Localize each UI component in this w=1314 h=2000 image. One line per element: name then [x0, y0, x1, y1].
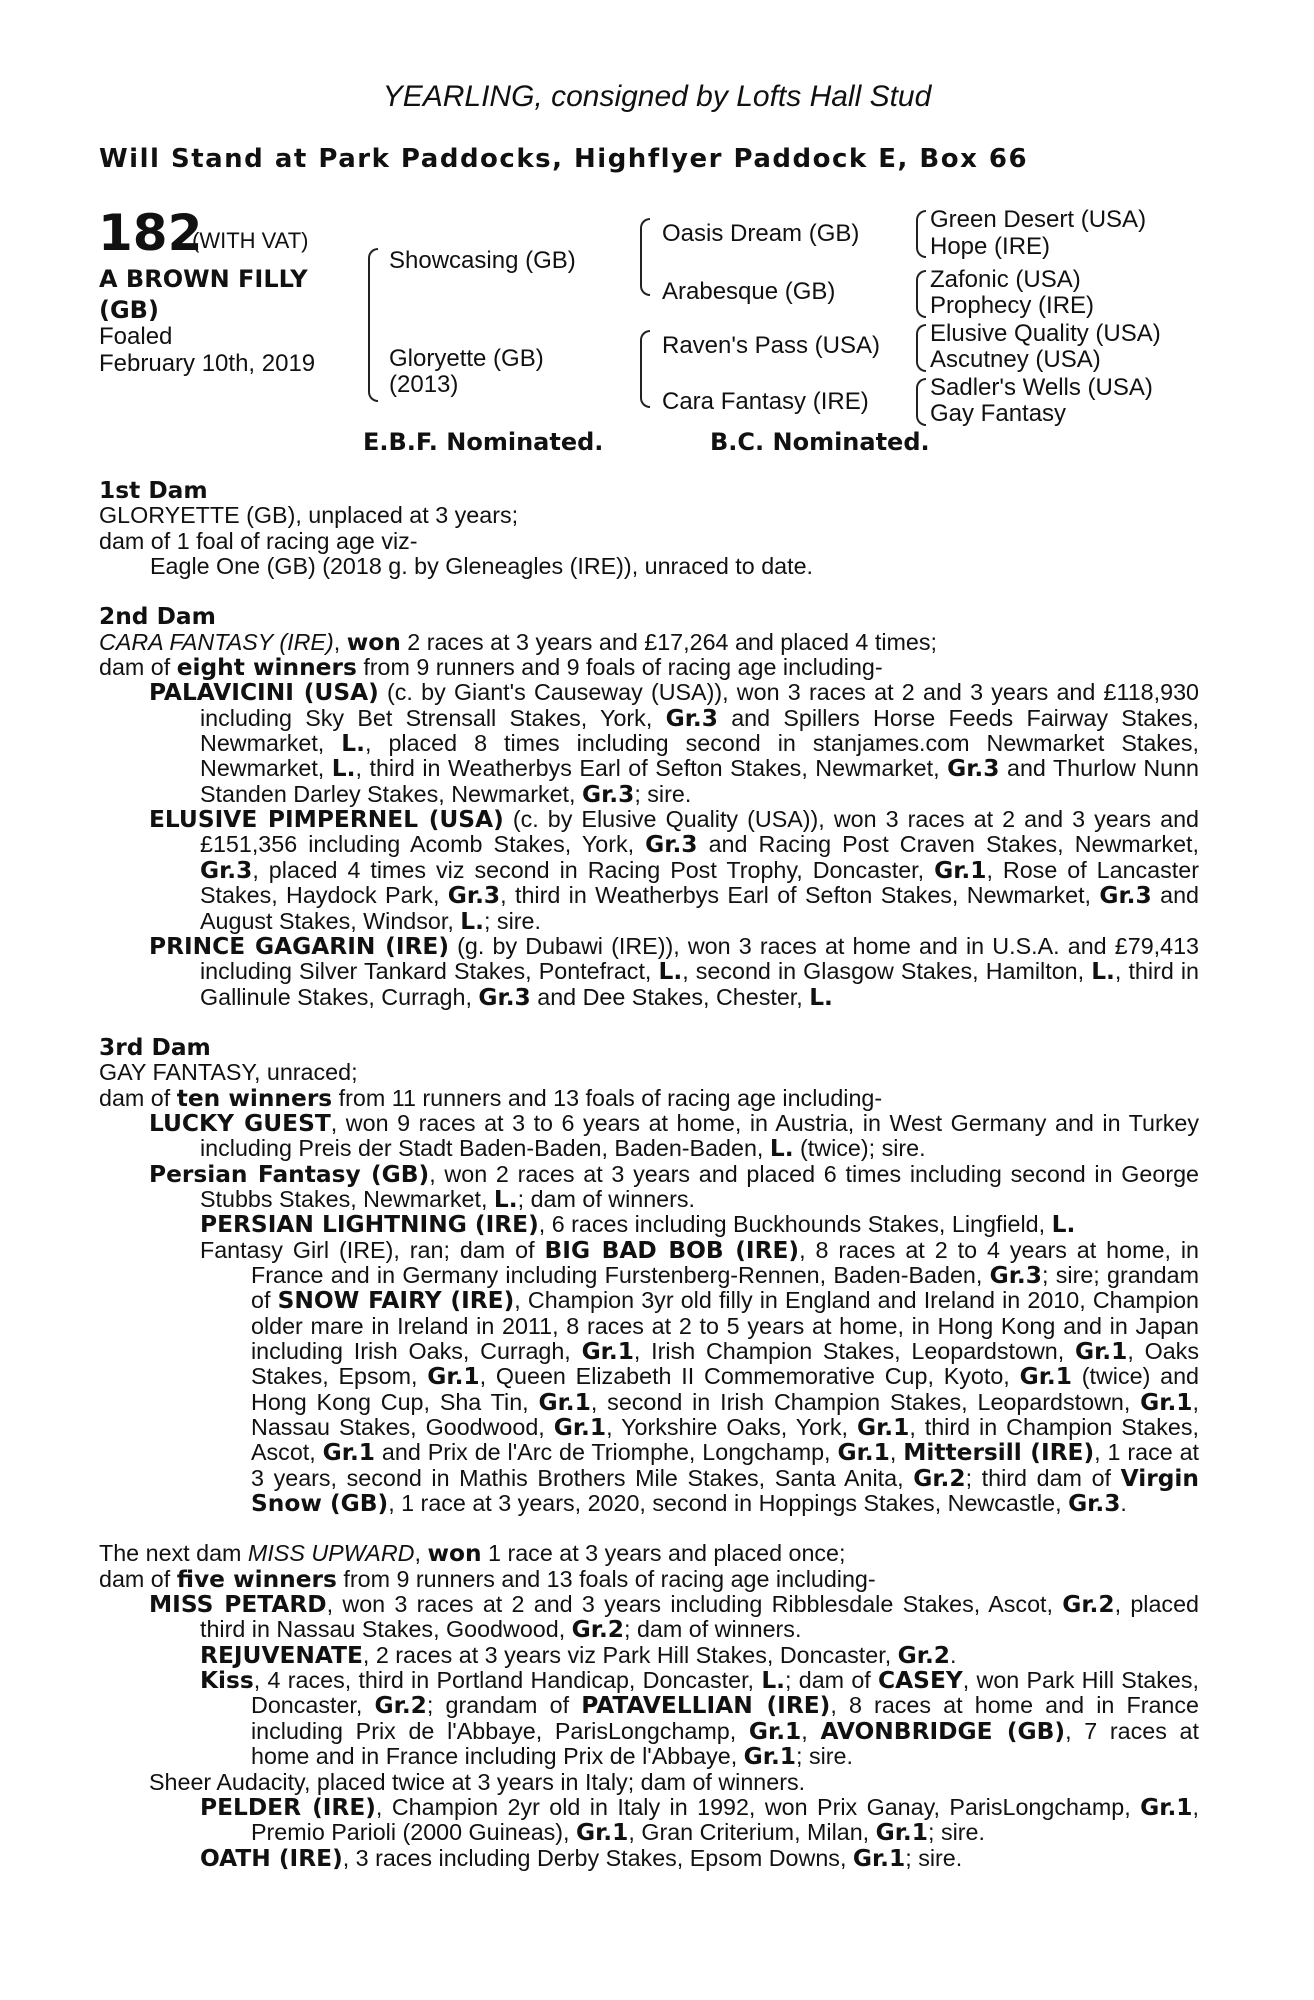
brace-sire-parents: [640, 218, 650, 296]
sd-sire: Zafonic (USA): [930, 266, 1081, 293]
sire: Showcasing (GB): [389, 247, 576, 274]
dam-year: (2013): [389, 371, 459, 398]
bc-nomination: B.C. Nominated.: [710, 428, 930, 456]
third-dam-produce: dam of ten winners from 11 runners and 13 foals of racing age including-: [99, 1084, 883, 1112]
progeny-sheer-audacity: Sheer Audacity, placed twice at 3 years in Italy; dam of winners.: [149, 1768, 806, 1795]
progeny-persian-lightning: PERSIAN LIGHTNING (IRE), 6 races including Buckhounds Stakes, Lingfield, L.: [200, 1211, 1076, 1239]
brace-gen3-d: [916, 378, 926, 426]
dd-dam: Gay Fantasy: [930, 400, 1067, 427]
progeny-palavicini: PALAVICINI (USA) (c. by Giant's Causeway (USA)), won 3 races at 2 and 3 years and £118,930 including Sky Bet Strensall Stakes, York, Gr.3 and Spillers Horse Feeds Fairway Stakes, Newmarket, L., placed 8 times including second in stanjames.com Newmarket Stakes, Newmarket, L., third in Weatherbys Earl of Sefton Stakes, Newmarket, Gr.3 and Thurlow Nunn Standen Darley Stakes, Newmarket, Gr.3; sire.: [149, 679, 1200, 808]
sire-sire: Oasis Dream (GB): [662, 220, 860, 247]
progeny-pelder: PELDER (IRE), Champion 2yr old in Italy in 1992, won Prix Ganay, ParisLongchamp, Gr.1, Premio Parioli (2000 Guineas), Gr.1, Gran Criterium, Milan, Gr.1; sire.: [200, 1793, 1199, 1847]
progeny-prince-gagarin: PRINCE GAGARIN (IRE) (g. by Dubawi (IRE)), won 3 races at home and in U.S.A. and £79,413 including Silver Tankard Stakes, Pontefract, L., second in Glasgow Stakes, Hamilton, L., third in Gallinule Stakes, Curragh, Gr.3 and Dee Stakes, Chester, L.: [149, 932, 1199, 1011]
progeny-kiss: Kiss, 4 races, third in Portland Handicap, Doncaster, L.; dam of CASEY, won Park Hill Stakes, Doncaster, Gr.2; grandam of PATAVELLIAN (IRE), 8 races at home and in France including Prix de l'Abbaye, ParisLongchamp, Gr.1, AVONBRIDGE (GB), 7 races at home and in France including Prix de l'Abbaye, Gr.1; sire.: [200, 1667, 1199, 1771]
first-dam-produce: dam of 1 foal of racing age viz-: [99, 527, 418, 554]
brace-dam-parents: [640, 330, 650, 408]
sd-dam: Prophecy (IRE): [930, 292, 1095, 319]
catalogue-body: [99, 478, 1199, 1871]
dam: Gloryette (GB): [389, 345, 544, 372]
progeny-oath: OATH (IRE), 3 races including Derby Stakes, Epsom Downs, Gr.1; sire.: [200, 1844, 963, 1872]
lot-number: 182: [98, 204, 203, 262]
foaled-info: [99, 323, 359, 377]
brace-gen3-c: [916, 324, 926, 372]
progeny-miss-petard: MISS PETARD, won 3 races at 2 and 3 years including Ribblesdale Stakes, Ascot, Gr.2, placed third in Nassau Stakes, Goodwood, Gr.2; dam of winners.: [149, 1591, 1199, 1644]
third-dam-line: GAY FANTASY, unraced;: [99, 1059, 358, 1086]
foal-entry: Eagle One (GB) (2018 g. by Gleneagles (IRE)), unraced to date.: [150, 553, 814, 580]
progeny-fantasy-girl: Fantasy Girl (IRE), ran; dam of BIG BAD BOB (IRE), 8 races at 2 to 4 years at home, in France and in Germany including Furstenberg-Rennen, Baden-Baden, Gr.3; sire; grandam of SNOW FAIRY (IRE), Champion 3yr old filly in England and Ireland in 2010, Champion older mare in Ireland in 2011, 8 races at 2 to 5 years at home, in Hong Kong and in Japan including Irish Oaks, Curragh, Gr.1, Irish Champion Stakes, Leopardstown, Gr.1, Oaks Stakes, Epsom, Gr.1, Queen Elizabeth II Commemorative Cup, Kyoto, Gr.1 (twice) and Hong Kong Cup, Sha Tin, Gr.1, second in Irish Champion Stakes, Leopardstown, Gr.1, Nassau Stakes, Goodwood, Gr.1, Yorkshire Oaks, York, Gr.1, third in Champion Stakes, Ascot, Gr.1 and Prix de l'Arc de Triomphe, Longchamp, Gr.1, Mittersill (IRE), 1 race at 3 years, second in Mathis Brothers Mile Stakes, Santa Anita, Gr.2; third dam of Virgin Snow (GB), 1 race at 3 years, 2020, second in Hoppings Stakes, Newcastle, Gr.3.: [200, 1236, 1200, 1518]
progeny-rejuvenate: REJUVENATE, 2 races at 3 years viz Park Hill Stakes, Doncaster, Gr.2.: [200, 1641, 957, 1669]
progeny-persian-fantasy: Persian Fantasy (GB), won 2 races at 3 years and placed 6 times including second in George Stubbs Stakes, Newmarket, L.; dam of winners.: [149, 1160, 1199, 1213]
dam-dam: Cara Fantasy (IRE): [662, 388, 869, 415]
dam-sire: Raven's Pass (USA): [662, 332, 880, 359]
ebf-nomination: E.B.F. Nominated.: [363, 428, 604, 456]
foaled-label: Foaled: [99, 323, 173, 350]
second-dam-heading: 2nd Dam: [99, 603, 216, 631]
third-dam-heading: 3rd Dam: [99, 1033, 211, 1061]
ds-dam: Ascutney (USA): [930, 346, 1101, 373]
sire-dam: Arabesque (GB): [662, 278, 836, 305]
brace-gen3-b: [916, 270, 926, 318]
progeny-elusive-pimpernel: ELUSIVE PIMPERNEL (USA) (c. by Elusive Quality (USA)), won 3 races at 2 and 3 years and £151,356 including Acomb Stakes, York, Gr.3 and Racing Post Craven Stakes, Newmarket, Gr.3, placed 4 times viz second in Racing Post Trophy, Doncaster, Gr.1, Rose of Lancaster Stakes, Haydock Park, Gr.3, third in Weatherbys Earl of Sefton Stakes, Newmarket, Gr.3 and August Stakes, Windsor, L.; sire.: [149, 806, 1199, 935]
dd-sire: Sadler's Wells (USA): [930, 374, 1153, 401]
next-dam-produce: dam of five winners from 9 runners and 13 foals of racing age including-: [99, 1565, 876, 1593]
foaled-date: February 10th, 2019: [99, 350, 316, 377]
second-dam-produce: dam of eight winners from 9 runners and 9 foals of racing age including-: [99, 654, 883, 682]
vat-note: (WITH VAT): [192, 228, 309, 253]
ss-dam: Hope (IRE): [930, 233, 1051, 260]
stand-location: Will Stand at Park Paddocks, Highflyer Paddock E, Box 66: [99, 144, 1029, 174]
brace-gen3-a: [916, 210, 926, 258]
first-dam-heading: 1st Dam: [99, 477, 208, 504]
brace-sire-dam: [368, 248, 378, 402]
horse-description: A BROWN FILLY (GB): [99, 265, 308, 324]
next-dam-line: The next dam MISS UPWARD, won 1 race at 3 years and placed once;: [99, 1540, 846, 1568]
progeny-lucky-guest: LUCKY GUEST, won 9 races at 3 to 6 years at home, in Austria, in West Germany and in Turkey including Preis der Stadt Baden-Baden, Baden-Baden, L. (twice); sire.: [149, 1109, 1199, 1163]
second-dam-line: CARA FANTASY (IRE), won 2 races at 3 years and £17,264 and placed 4 times;: [99, 628, 937, 656]
ss-sire: Green Desert (USA): [930, 206, 1147, 233]
consignment-line: YEARLING, consigned by Lofts Hall Stud: [382, 80, 932, 113]
first-dam-line: GLORYETTE (GB), unplaced at 3 years;: [99, 502, 519, 529]
ds-sire: Elusive Quality (USA): [930, 320, 1161, 347]
